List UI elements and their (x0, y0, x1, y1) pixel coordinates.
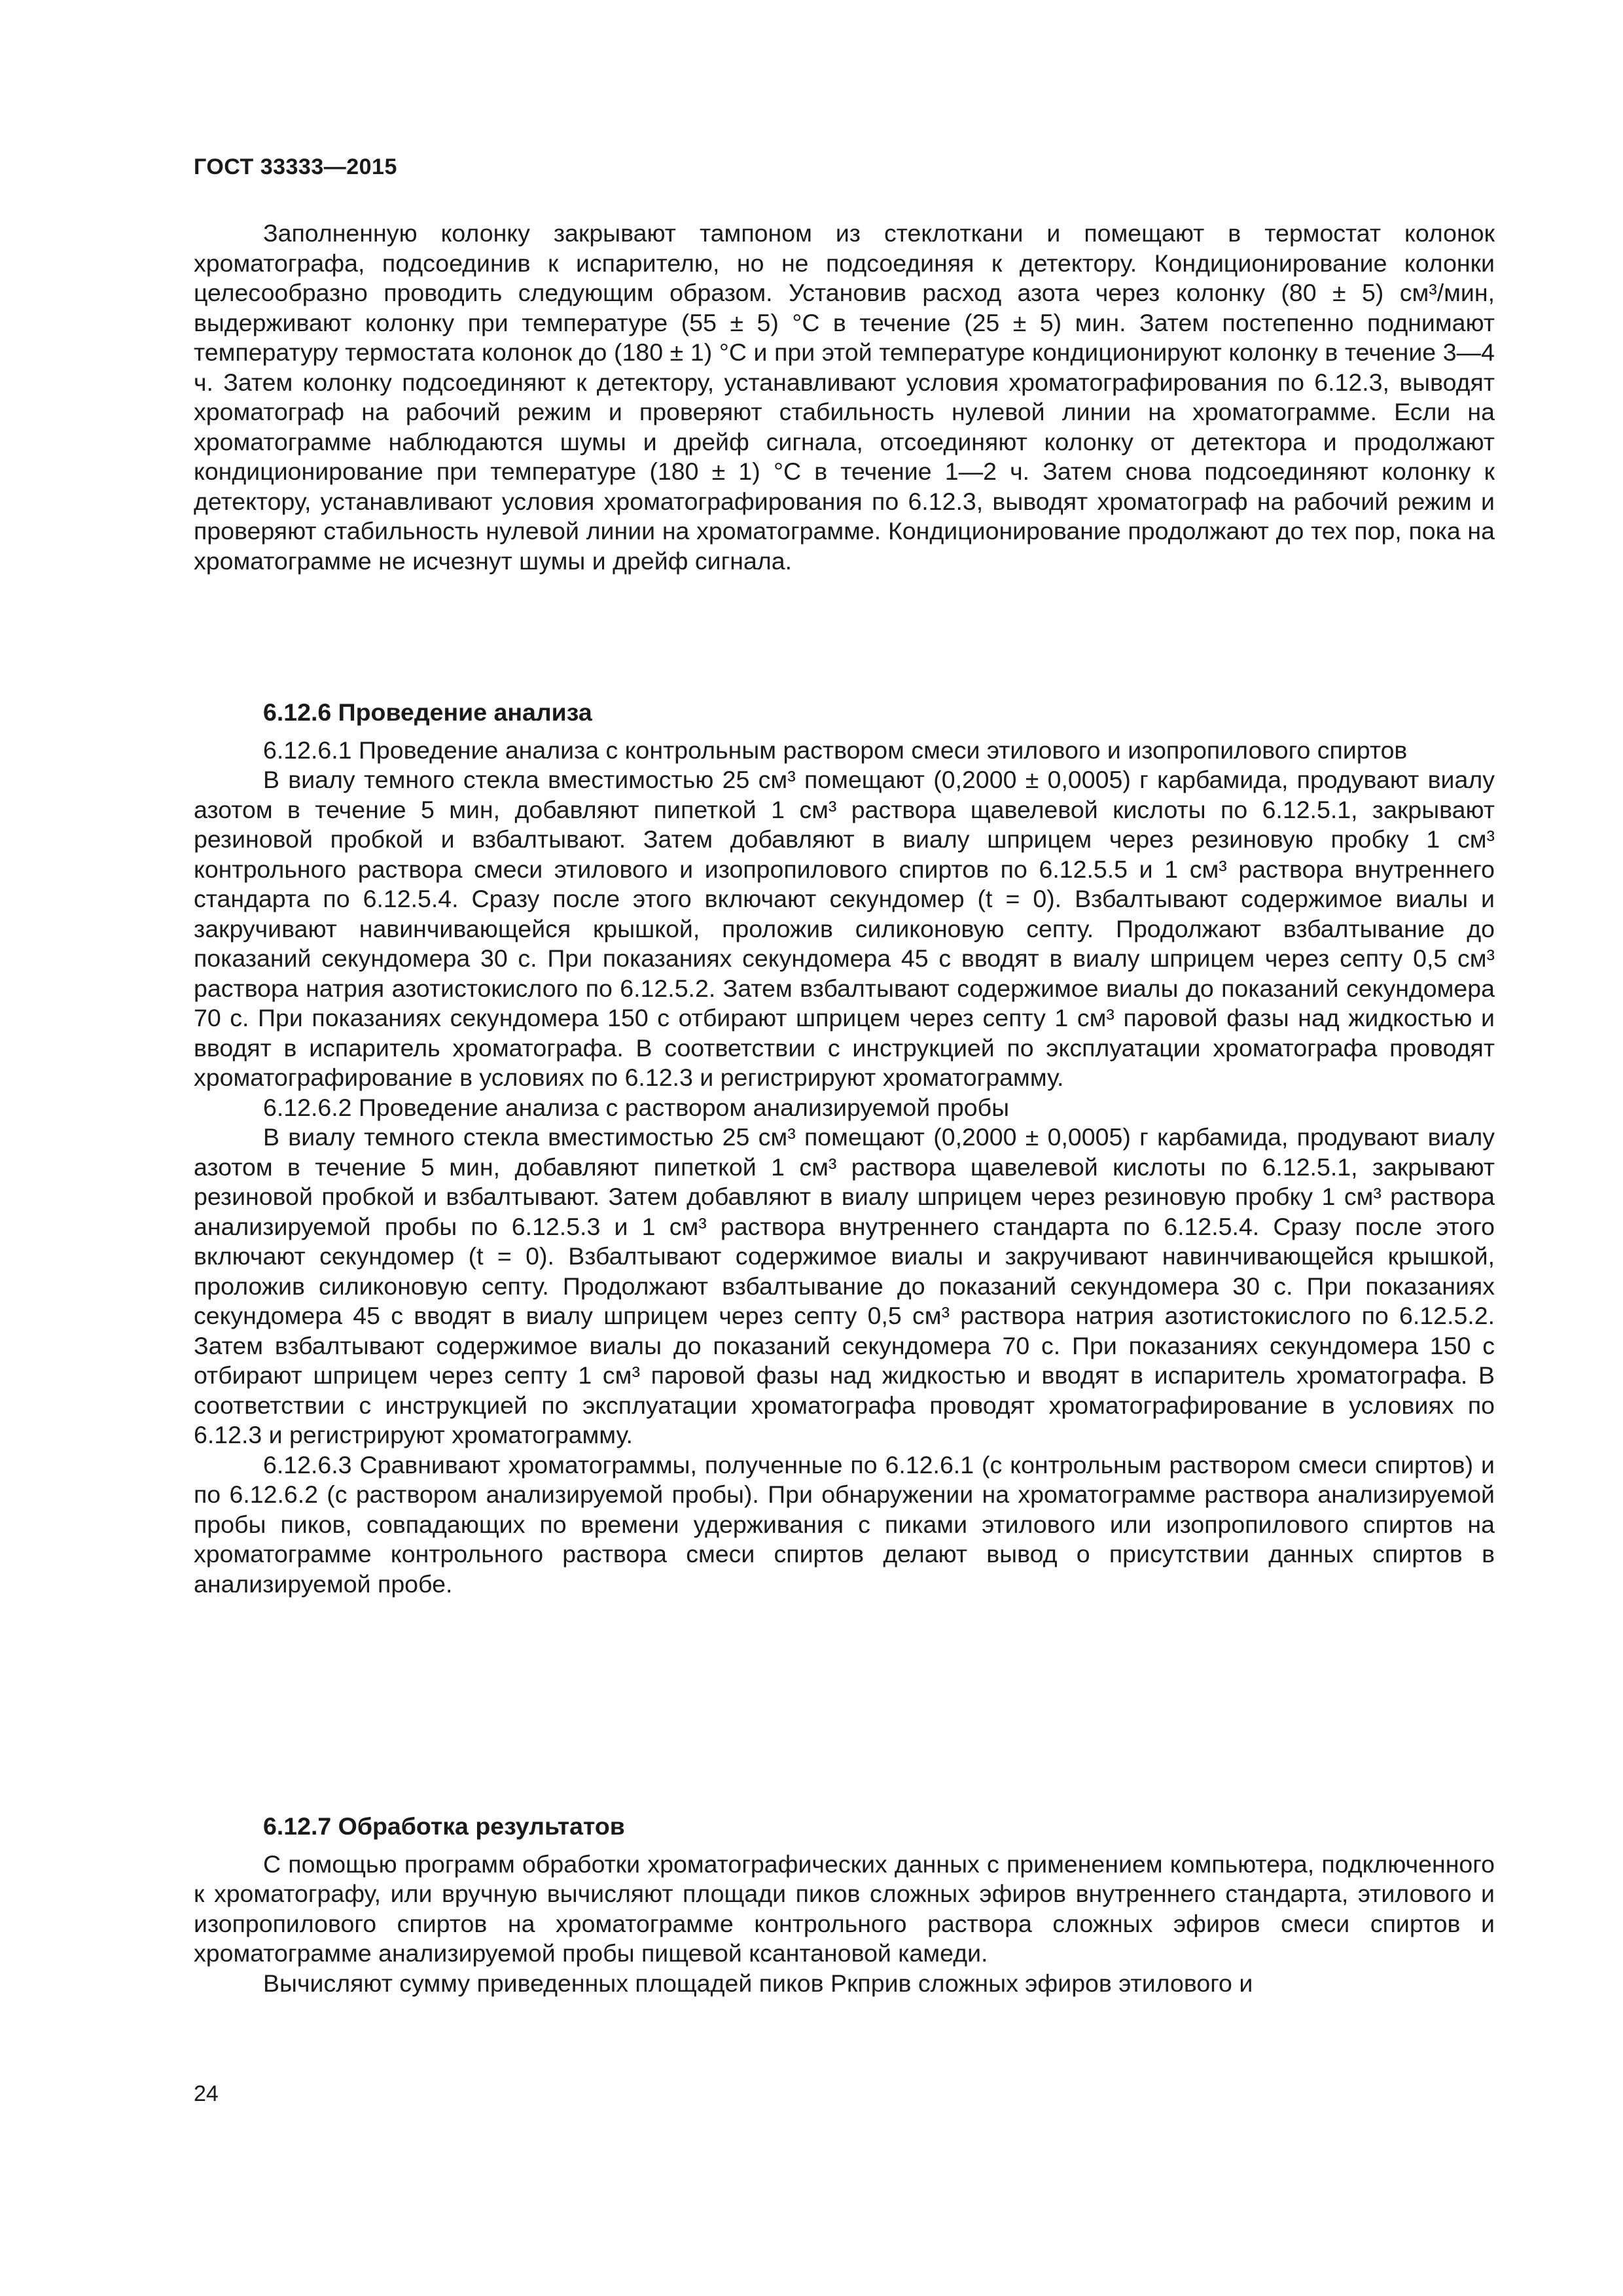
paragraph-6-12-6-2-title: 6.12.6.2 Проведение анализа с раствором анализируемой пробы (263, 1093, 1010, 1121)
paragraph-comparison: 6.12.6.3 Сравнивают хроматограммы, полученные по 6.12.6.1 (с контрольным раствором смеси спиртов) и по 6.12.6.2 (с раствором анализируемой пробы). При обнаружении на хроматограмме раствора анализируемой пробы пиков, совпадающих по времени удерживания с пиками этилового или изопропилового спиртов на хроматограмме контрольного раствора смеси спиртов делают вывод о присутствии данных спиртов в анализируемой пробе. (194, 1450, 1495, 1598)
section-heading-results: 6.12.7 Обработка результатов (263, 1812, 625, 1840)
paragraph-conditioning: Заполненную колонку закрывают тампоном из стеклоткани и помещают в термостат колонок хроматографа, подсоединив к испарителю, но не подсоединяя к детектору. Кондиционирование колонки целесообразно проводить следующим образом. Установив расход азота через колонку (80 ± 5) см³/мин, выдерживают колонку при температуре (55 ± 5) °С в течение (25 ± 5) мин. Затем постепенно поднимают температуру термостата колонок до (180 ± 1) °С и при этой температуре кондиционируют колонку в течение 3—4 ч. Затем колонку подсоединяют к детектору, устанавливают условия хроматографирования по 6.12.3, выводят хроматограф на рабочий режим и проверяют стабильность нулевой линии на хроматограмме. Если на хроматограмме наблюдаются шумы и дрейф сигнала, отсоединяют колонку от детектора и продолжают кондиционирование при температуре (180 ± 1) °С в течение 1—2 ч. Затем снова подсоединяют колонку к детектору, устанавливают условия хроматографирования по 6.12.3, выводят хроматограф на рабочий режим и проверяют стабильность нулевой линии на хроматограмме. Кондиционирование продолжают до тех пор, пока на хроматограмме не исчезнут шумы и дрейф сигнала. (194, 219, 1495, 575)
paragraph-6-12-6-1-title: 6.12.6.1 Проведение анализа с контрольным раствором смеси этилового и изопропилового спиртов (263, 736, 1408, 764)
body-section-3 (194, 1812, 1495, 1998)
paragraph-control-procedure: В виалу темного стекла вместимостью 25 см³ помещают (0,2000 ± 0,0005) г карбамида, продувают виалу азотом в течение 5 мин, добавляют пипеткой 1 см³ раствора щавелевой кислоты по 6.12.5.1, закрывают резиновой пробкой и взбалтывают. Затем добавляют в виалу шприцем через резиновую пробку 1 см³ контрольного раствора смеси этилового и изопропилового спиртов по 6.12.5.5 и 1 см³ раствора внутреннего стандарта по 6.12.5.4. Сразу после этого включают секундомер (t = 0). Взбалтывают содержимое виалы и закручивают навинчивающейся крышкой, проложив силиконовую септу. Продолжают взбалтывание до показаний секундомера 30 с. При показаниях секундомера 45 с вводят в виалу шприцем через септу 0,5 см³ раствора натрия азотистокислого по 6.12.5.2. Затем взбалтывают содержимое виалы до показаний секундомера 70 с. При показаниях секундомера 150 с отбирают шприцем через септу 1 см³ паровой фазы над жидкостью и вводят в испаритель хроматографа. В соответствии с инструкцией по эксплуатации хроматографа проводят хроматографирование в условиях по 6.12.3 и регистрируют хроматограмму. (194, 766, 1495, 1091)
page-number: 24 (194, 2081, 219, 2106)
body-section-2 (194, 698, 1495, 1599)
paragraph-sample-procedure: В виалу темного стекла вместимостью 25 см³ помещают (0,2000 ± 0,0005) г карбамида, продувают виалу азотом в течение 5 мин, добавляют пипеткой 1 см³ раствора щавелевой кислоты по 6.12.5.1, закрывают резиновой пробкой и взбалтывают. Затем добавляют в виалу шприцем через резиновую пробку 1 см³ раствора анализируемой пробы по 6.12.5.3 и 1 см³ раствора внутреннего стандарта по 6.12.5.4. Сразу после этого включают секундомер (t = 0). Взбалтывают содержимое виалы и закручивают навинчивающейся крышкой, проложив силиконовую септу. Продолжают взбалтывание до показаний секундомера 30 с. При показаниях секундомера 45 с вводят в виалу шприцем через септу 0,5 см³ раствора натрия азотистокислого по 6.12.5.2. Затем взбалтывают содержимое виалы до показаний секундомера 70 с. При показаниях секундомера 150 с отбирают шприцем через септу 1 см³ паровой фазы над жидкостью и вводят в испаритель хроматографа. В соответствии с инструкцией по эксплуатации хроматографа проводят хроматографирование в условиях по 6.12.3 и регистрируют хроматограмму. (194, 1123, 1495, 1448)
body-section-1 (194, 219, 1495, 576)
section-heading-analysis: 6.12.6 Проведение анализа (263, 698, 592, 726)
paragraph-sum-of-areas: Вычисляют сумму приведенных площадей пиков Pкприв сложных эфиров этилового и (263, 1969, 1253, 1997)
paragraph-results-calculation: С помощью программ обработки хроматографических данных с применением компьютера, подключенного к хроматографу, или вручную вычисляют площади пиков сложных эфиров внутреннего стандарта, этилового и изопропилового спиртов на хроматограмме контрольного раствора сложных эфиров смеси спиртов и хроматограмме анализируемой пробы пищевой ксантановой камеди. (194, 1850, 1495, 1967)
document-header: ГОСТ 33333—2015 (194, 154, 397, 179)
